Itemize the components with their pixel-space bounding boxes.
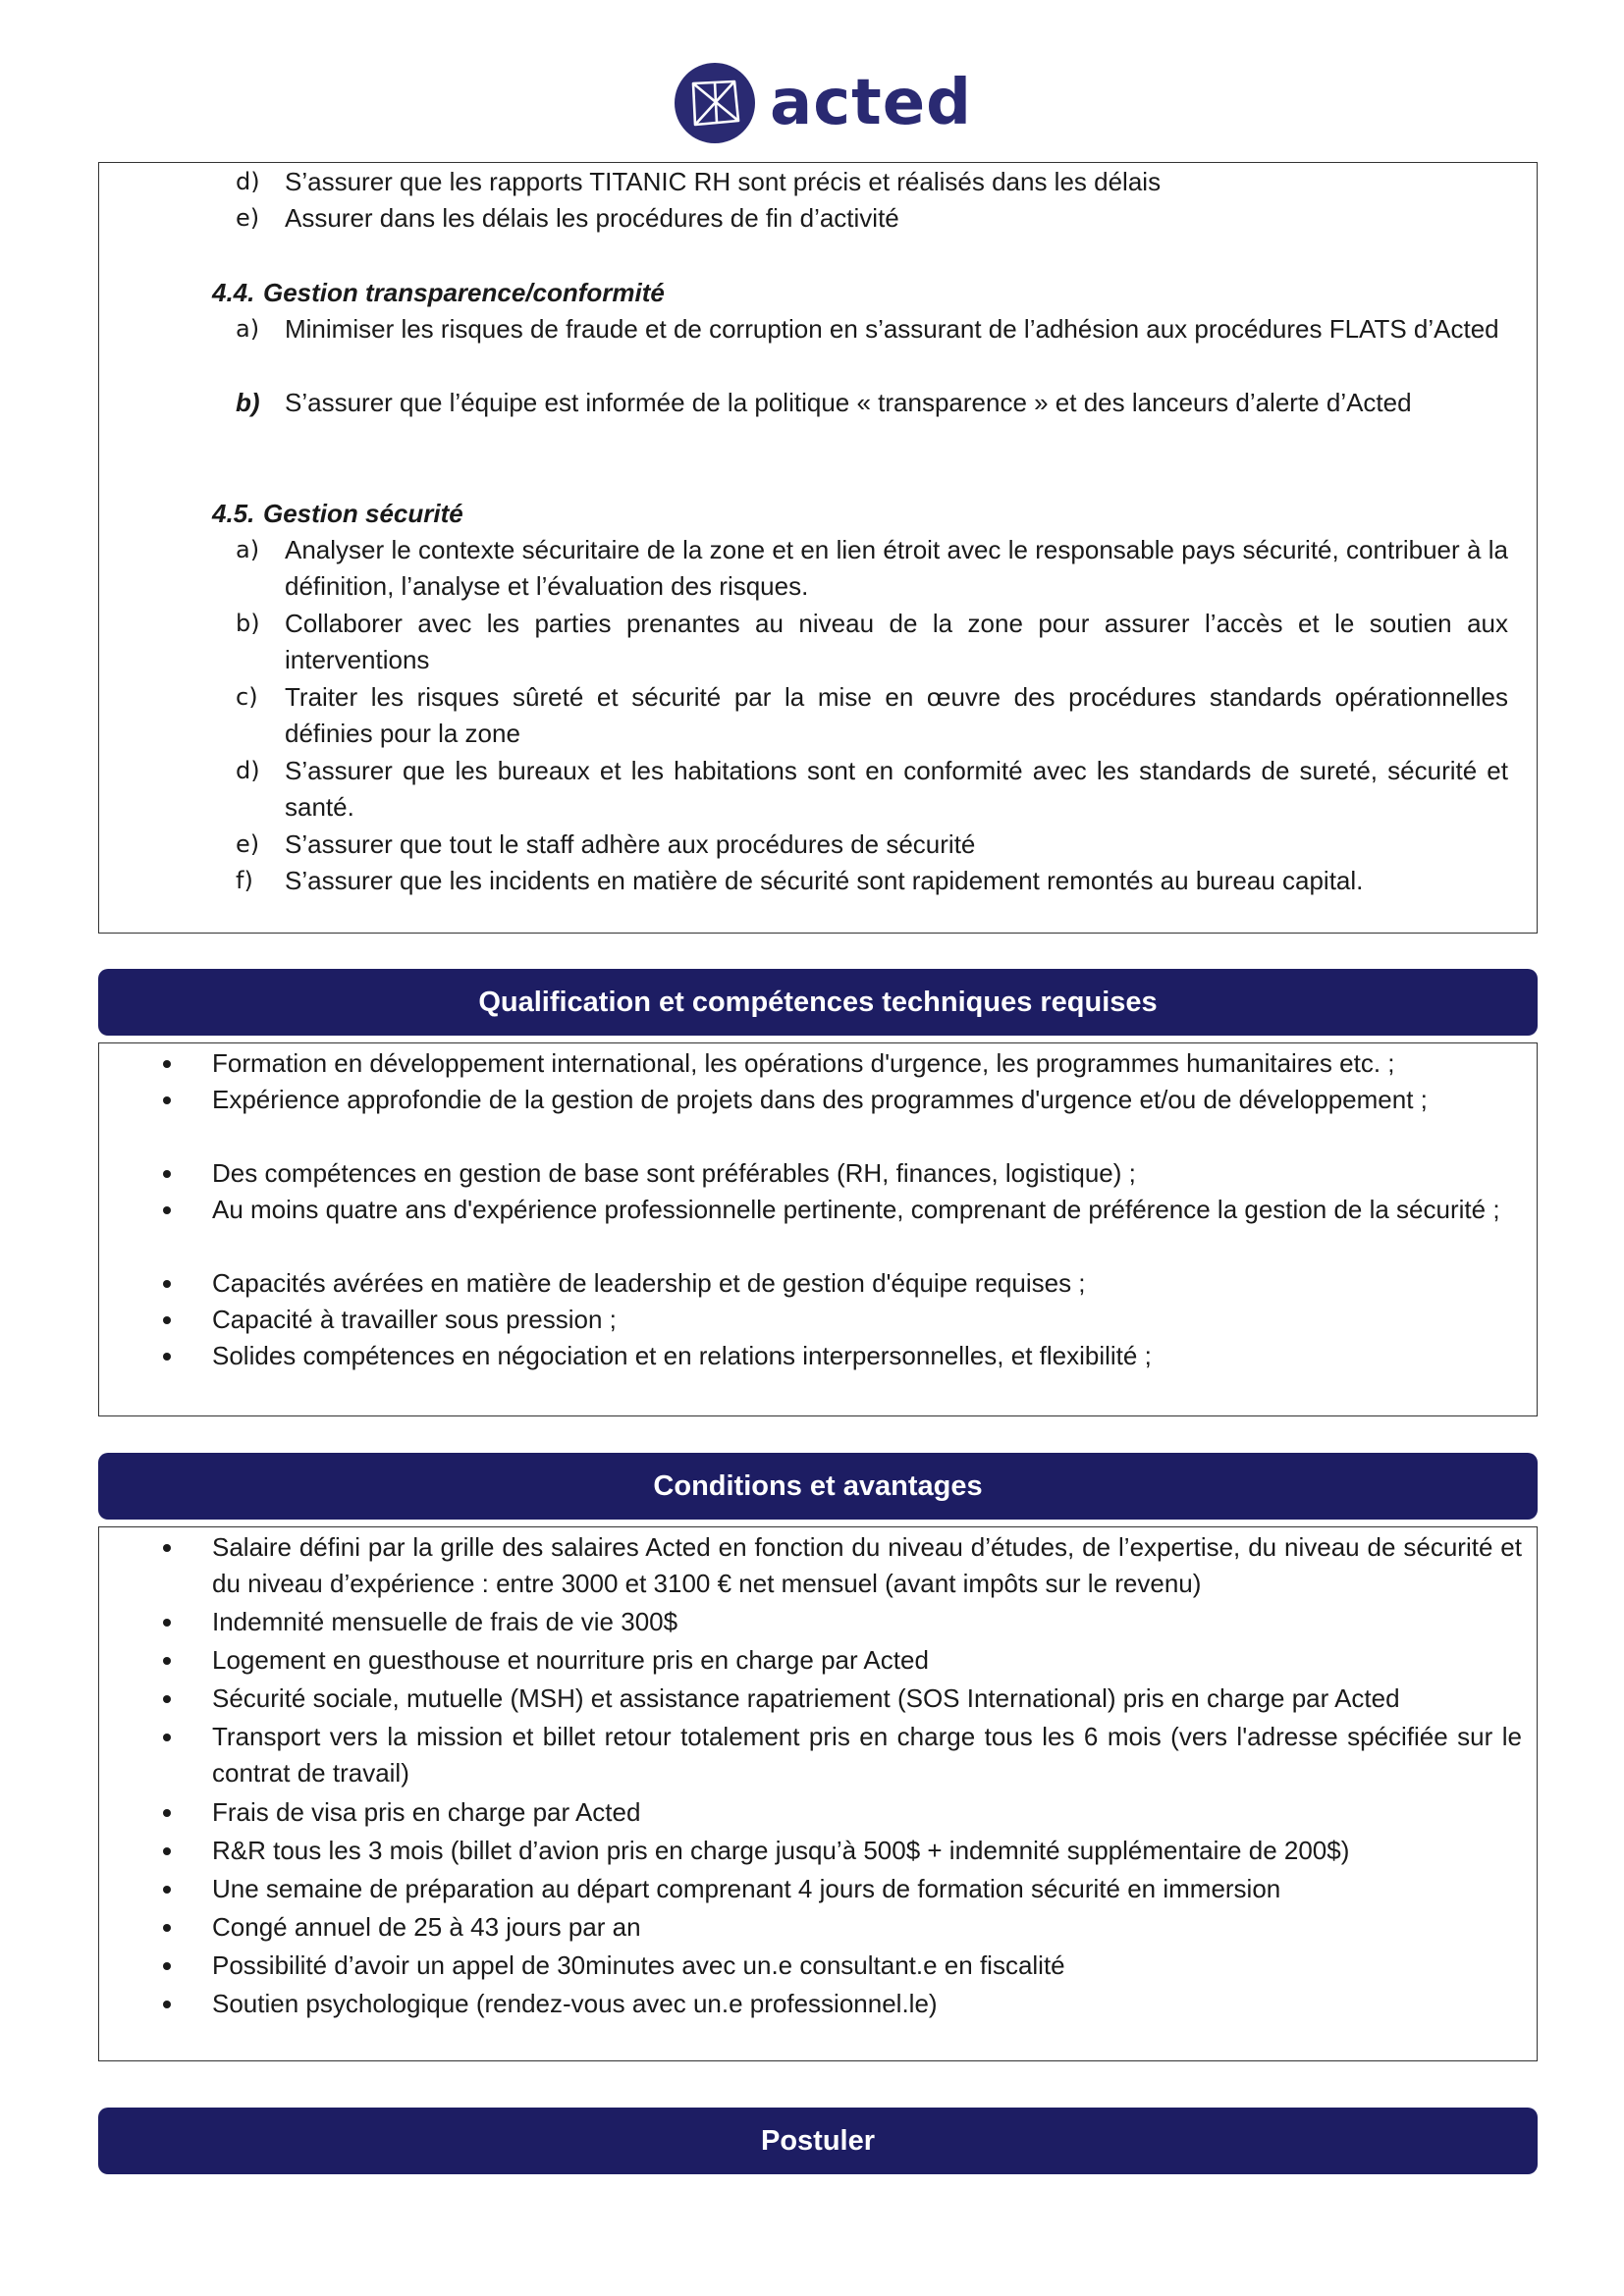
bullet-icon <box>163 1847 171 1855</box>
list-item-text: Expérience approfondie de la gestion de projets dans des programmes d'urgence et/ou de développement ; <box>212 1085 1428 1114</box>
list-item <box>236 753 1508 826</box>
bullet-icon <box>163 1962 171 1970</box>
list-item-text: Formation en développement international, les opérations d'urgence, les programmes humanitaires etc. ; <box>212 1048 1395 1078</box>
apply-section-header: Postuler <box>98 2108 1538 2174</box>
list-item-text: Solides compétences en négociation et en relations interpersonnelles, et flexibilité ; <box>212 1341 1152 1370</box>
bullet-icon <box>163 1206 171 1214</box>
conditions-section-header: Conditions et avantages <box>98 1453 1538 1520</box>
list-marker: a) <box>236 536 260 563</box>
bullet-icon <box>163 1886 171 1894</box>
list-item <box>212 1986 1522 2022</box>
list-item-text: Congé annuel de 25 à 43 jours par an <box>212 1912 641 1942</box>
acted-emblem-icon <box>674 62 756 144</box>
list-marker: d) <box>236 168 260 195</box>
list-item-text: Salaire défini par la grille des salaires Acted en fonction du niveau d’études, de l’expertise, du niveau de sécurité et du niveau d’expérience : entre 3000 et 3100 € net mensuel (avant impôts sur le revenu) <box>212 1532 1522 1598</box>
list-item <box>212 1833 1522 1869</box>
list-item-text: Une semaine de préparation au départ comprenant 4 jours de formation sécurité en immersion <box>212 1874 1281 1903</box>
list-marker: b) <box>236 388 260 417</box>
list-marker: c) <box>236 683 258 711</box>
list-item-text: Capacité à travailler sous pression ; <box>212 1305 617 1334</box>
list-item <box>236 679 1508 752</box>
bullet-icon <box>163 1353 171 1361</box>
list-item <box>236 532 1508 605</box>
list-item <box>236 311 1508 347</box>
list-item <box>236 606 1508 678</box>
bullet-icon <box>163 1695 171 1703</box>
list-item <box>212 1045 1522 1082</box>
list-item-text: Logement en guesthouse et nourriture pris en charge par Acted <box>212 1645 929 1675</box>
bullet-icon <box>163 1544 171 1552</box>
list-marker: b) <box>236 610 260 637</box>
list-item <box>236 164 1508 200</box>
bullet-icon <box>163 1096 171 1104</box>
list-item <box>212 1265 1522 1302</box>
list-item <box>236 385 1508 421</box>
list-item-text: Frais de visa pris en charge par Acted <box>212 1797 641 1827</box>
list-item <box>212 1909 1522 1946</box>
list-item <box>212 1642 1522 1679</box>
qualifications-section-header: Qualification et compétences techniques requises <box>98 969 1538 1036</box>
list-item-text: R&R tous les 3 mois (billet d’avion pris en charge jusqu’à 500$ + indemnité supplémentaire de 200$) <box>212 1836 1350 1865</box>
bullet-icon <box>163 1809 171 1817</box>
list-item <box>236 863 1508 899</box>
subsection-number: 4.4. <box>212 278 255 307</box>
list-marker: a) <box>236 315 260 343</box>
list-item-text: Minimiser les risques de fraude et de corruption en s’assurant de l’adhésion aux procédures FLATS d’Acted <box>285 314 1499 344</box>
subsection-title: Gestion transparence/conformité <box>263 278 665 307</box>
bullet-icon <box>163 1170 171 1178</box>
list-item <box>212 1338 1522 1374</box>
subsection-heading <box>212 496 463 532</box>
list-marker: e) <box>236 830 260 858</box>
bullet-icon <box>163 1734 171 1741</box>
list-marker: e) <box>236 204 260 232</box>
bullet-icon <box>163 1619 171 1627</box>
list-item-text: Possibilité d’avoir un appel de 30minutes avec un.e consultant.e en fiscalité <box>212 1950 1065 1980</box>
subsection-number: 4.5. <box>212 499 255 528</box>
list-item <box>212 1719 1522 1791</box>
list-item-text: S’assurer que tout le staff adhère aux procédures de sécurité <box>285 829 976 859</box>
list-marker: d) <box>236 757 260 784</box>
list-item <box>212 1871 1522 1907</box>
bullet-icon <box>163 1657 171 1665</box>
list-item-text: Sécurité sociale, mutuelle (MSH) et assistance rapatriement (SOS International) pris en charge par Acted <box>212 1683 1400 1713</box>
list-item <box>212 1681 1522 1717</box>
list-item-text: S’assurer que l’équipe est informée de la politique « transparence » et des lanceurs d’alerte d’Acted <box>285 388 1412 417</box>
list-item-text: Traiter les risques sûreté et sécurité par la mise en œuvre des procédures standards opérationnelles définies pour la zone <box>285 682 1508 748</box>
list-item-text: Collaborer avec les parties prenantes au niveau de la zone pour assurer l’accès et le soutien aux interventions <box>285 609 1508 674</box>
list-item-text: S’assurer que les rapports TITANIC RH sont précis et réalisés dans les délais <box>285 167 1162 196</box>
list-marker: f) <box>236 867 253 894</box>
list-item <box>212 1192 1522 1228</box>
subsection-heading <box>212 275 665 311</box>
bullet-icon <box>163 1924 171 1932</box>
list-item <box>212 1529 1522 1602</box>
bullet-icon <box>163 1280 171 1288</box>
acted-logo <box>674 61 972 145</box>
bullet-icon <box>163 1316 171 1324</box>
list-item-text: Transport vers la mission et billet retour totalement pris en charge tous les 6 mois (vers l'adresse spécifiée sur le contrat de travail) <box>212 1722 1522 1788</box>
list-item <box>212 1794 1522 1831</box>
list-item <box>212 1155 1522 1192</box>
logo-wordmark: acted <box>770 67 972 139</box>
list-item-text: S’assurer que les bureaux et les habitations sont en conformité avec les standards de sureté, sécurité et santé. <box>285 756 1508 822</box>
list-item-text: Au moins quatre ans d'expérience professionnelle pertinente, comprenant de préférence la gestion de la sécurité ; <box>212 1195 1500 1224</box>
list-item <box>212 1948 1522 1984</box>
list-item-text: Indemnité mensuelle de frais de vie 300$ <box>212 1607 678 1636</box>
list-item <box>212 1302 1522 1338</box>
list-item <box>212 1082 1522 1118</box>
list-item-text: Capacités avérées en matière de leadership et de gestion d'équipe requises ; <box>212 1268 1086 1298</box>
list-item-text: Des compétences en gestion de base sont préférables (RH, finances, logistique) ; <box>212 1158 1136 1188</box>
bullet-icon <box>163 1060 171 1068</box>
list-item-text: Analyser le contexte sécuritaire de la zone et en lien étroit avec le responsable pays sécurité, contribuer à la définition, l’analyse et l’évaluation des risques. <box>285 535 1508 601</box>
list-item-text: Soutien psychologique (rendez-vous avec un.e professionnel.le) <box>212 1989 938 2018</box>
subsection-title: Gestion sécurité <box>263 499 463 528</box>
bullet-icon <box>163 2001 171 2008</box>
list-item <box>212 1604 1522 1640</box>
list-item <box>236 827 1508 863</box>
list-item <box>236 200 1508 237</box>
list-item-text: Assurer dans les délais les procédures de fin d’activité <box>285 203 899 233</box>
list-item-text: S’assurer que les incidents en matière de sécurité sont rapidement remontés au bureau capital. <box>285 866 1364 895</box>
